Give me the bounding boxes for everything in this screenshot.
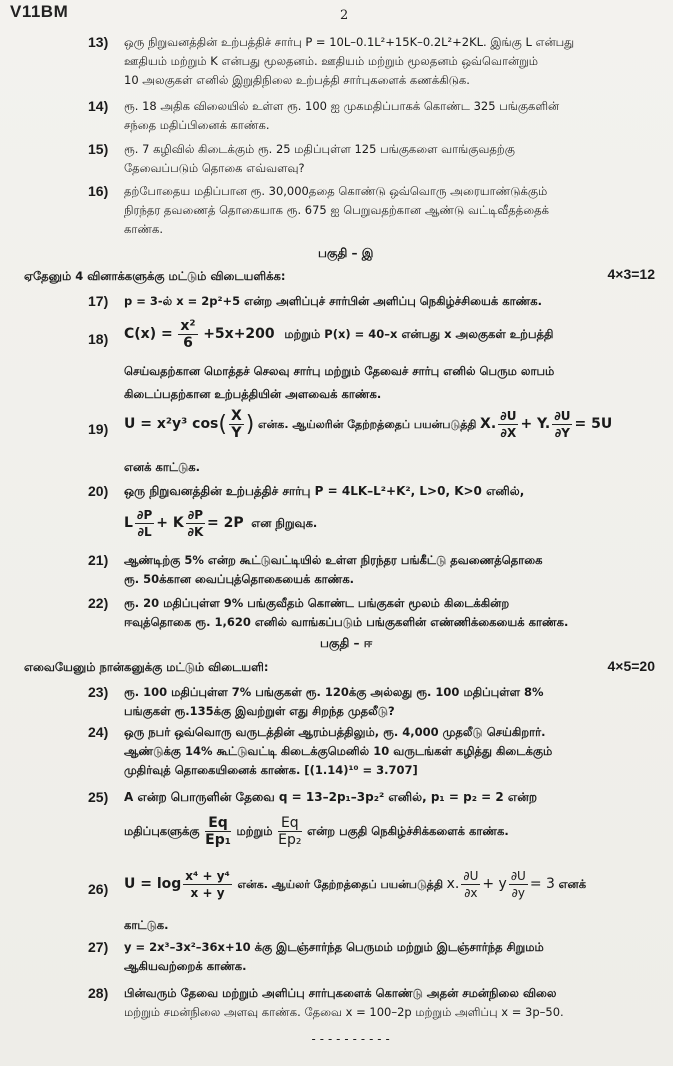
question-number: 22) — [88, 595, 109, 611]
question-number: 19) — [88, 421, 109, 437]
fraction-numerator: x⁴ + y⁴ — [185, 869, 230, 883]
fraction — [461, 868, 480, 901]
question-number: 18) — [88, 331, 109, 347]
formula-text: + y — [482, 876, 507, 892]
question-line: ஒரு நிறுவனத்தின் உற்பத்திச் சார்பு P = 10L–0.1L²+15K–0.2L²+2KL. இங்கு L என்பது — [124, 35, 575, 49]
fraction-denominator: 6 — [183, 335, 193, 351]
question-20 — [88, 482, 668, 540]
question-line: சந்தை மதிப்பினைக் காண்க. — [124, 118, 270, 132]
question-number: 28) — [88, 985, 109, 1001]
question-line: தற்போதைய மதிப்பான ரூ. 30,000ததை கொண்டு ஒவ்வொரு அரையாண்டுக்கும் — [124, 184, 548, 198]
fraction-numerator: Eq — [205, 815, 231, 832]
question-line: செய்வதற்கான மொத்தச் செலவு சார்பு மற்றும் தேவைச் சார்பு எனில் பெரும லாபம் — [124, 364, 555, 378]
fraction — [178, 318, 197, 351]
section-marks: 4×3=12 — [607, 266, 655, 282]
formula-text: + Y. — [520, 416, 551, 432]
question-line: ஆண்டுக்கு 14% கூட்டுவட்டி கிடைக்குமெனில் 10 வருடங்கள் கழித்து கிடைக்கும் — [124, 744, 553, 758]
question-28 — [88, 984, 658, 1022]
question-text: என்ற பகுதி நெகிழ்ச்சிக்களைக் காண்க. — [307, 824, 509, 838]
fraction-denominator: Ep₁ — [205, 832, 231, 848]
fraction-denominator: ∂Y — [554, 426, 570, 440]
fraction-numerator: ∂U — [500, 409, 517, 423]
question-number: 15) — [88, 141, 109, 157]
question-21 — [88, 551, 658, 589]
section-instruction: எவையேனும் நான்கனுக்கு மட்டும் விடையளி: — [24, 660, 269, 674]
question-line: காண்க. — [124, 222, 164, 236]
question-line: ரூ. 20 மதிப்புள்ள 9% பங்குவீதம் கொண்ட பங்குகள் மூலம் கிடைக்கின்ற — [124, 596, 510, 610]
question-number: 27) — [88, 939, 109, 955]
question-line: பங்குகள் ரூ.135க்கு இவற்றுள் எது சிறந்த முதலீடு? — [124, 704, 395, 718]
formula-text: X. — [480, 416, 497, 432]
fraction — [205, 815, 231, 848]
paper-code: V11BM — [10, 2, 69, 21]
formula-text: = 3 — [529, 876, 555, 892]
formula-text: C(x) = — [124, 326, 173, 342]
question-line: ஒரு நபர் ஒவ்வொரு வருடத்தின் ஆரம்பத்திலும், ரூ. 4,000 முதலீடு செய்கிறார். — [124, 725, 546, 739]
fraction-denominator: ∂L — [137, 525, 152, 539]
question-line: ஈவுத்தொகை ரூ. 1,620 எனில் வாங்கப்படும் பங்குகளின் எண்ணிக்கையைக் காண்க. — [124, 615, 569, 629]
question-13 — [88, 33, 658, 90]
fraction-numerator: ∂P — [136, 508, 153, 522]
fraction-denominator: ∂X — [500, 426, 517, 440]
fraction — [229, 408, 244, 441]
question-formula-line — [124, 868, 668, 912]
formula-text: L — [124, 515, 133, 531]
question-formula-line — [124, 507, 668, 540]
formula-text: = 2P — [207, 515, 244, 531]
question-number: 17) — [88, 293, 109, 309]
formula-text: = 5U — [574, 416, 613, 432]
fraction-denominator: Ep₂ — [278, 832, 302, 848]
question-text: மதிப்புகளுக்கு — [124, 824, 200, 838]
section-instruction: ஏதேனும் 4 வினாக்களுக்கு மட்டும் விடையளிக்க: — [24, 269, 286, 283]
question-line: கிடைப்பதற்கான உற்பத்தியின் அளவைக் காண்க. — [124, 387, 382, 401]
fraction-denominator: x + y — [190, 886, 225, 900]
question-line: ஒரு நிறுவனத்தின் உற்பத்திச் சார்பு P = 4LK–L²+K², L>0, K>0 எனில், — [124, 484, 525, 498]
question-line: ஆகியவற்றைக் காண்க. — [124, 959, 247, 973]
formula-text: +5x+200 — [203, 326, 275, 342]
question-number: 24) — [88, 724, 109, 740]
section-title: பகுதி – ஈ — [320, 636, 373, 650]
question-line: ஆண்டிற்கு 5% என்ற கூட்டுவட்டியில் உள்ள நிரந்தர பங்கீட்டு தவணைத்தொகை — [124, 553, 543, 567]
page-number: 2 — [340, 8, 349, 23]
fraction — [509, 868, 528, 901]
fraction-numerator: ∂U — [554, 409, 571, 423]
question-line: தேவைப்படும் தொகை எவ்வளவு? — [124, 161, 305, 175]
fraction — [278, 815, 301, 848]
question-18 — [88, 318, 658, 404]
fraction — [552, 408, 572, 441]
end-of-paper-divider: ---------- — [310, 1032, 393, 1046]
question-22 — [88, 594, 658, 632]
formula-text: x. — [446, 876, 460, 892]
section-title: பகுதி – இ — [318, 246, 374, 260]
question-14 — [88, 97, 658, 135]
fraction-denominator: Y — [231, 425, 242, 441]
fraction-numerator: X — [230, 408, 242, 424]
question-15 — [88, 140, 658, 178]
fraction — [183, 868, 231, 901]
question-line: 10 அலகுகள் எனில் இறுதிநிலை உற்பத்தி சார்புகளைக் கணக்கிடுக. — [124, 73, 470, 87]
question-number: 16) — [88, 183, 109, 199]
question-26 — [88, 868, 668, 935]
formula-text: U = log — [124, 876, 182, 892]
formula-text: U = x²y³ cos — [124, 416, 219, 432]
formula-text: + K — [156, 515, 184, 531]
question-number: 26) — [88, 881, 109, 897]
question-line: p = 3-ல் x = 2p²+5 என்ற அளிப்புச் சார்பின் அளிப்பு நெகிழ்ச்சியைக் காண்க. — [124, 294, 542, 308]
question-line: நிரந்தர தவணைத் தொகையாக ரூ. 675 ஐ பெறுவதற்கான ஆண்டு வட்டிவீதத்தைக் — [124, 203, 549, 217]
question-line: ரூ. 50க்கான வைப்புத்தொகையைக் காண்க. — [124, 572, 355, 586]
question-text: என்க. ஆய்லர் தேற்றத்தைப் பயன்படுத்தி — [237, 878, 443, 891]
fraction — [186, 507, 205, 540]
question-number: 23) — [88, 684, 109, 700]
question-line: ரூ. 7 கழிவில் கிடைக்கும் ரூ. 25 மதிப்புள்ள 125 பங்குகளை வாங்குவதற்கு — [124, 142, 515, 156]
question-line: பின்வரும் தேவை மற்றும் அளிப்பு சார்புகளைக் கொண்டு அதன் சமன்நிலை விலை — [124, 986, 557, 1000]
fraction-denominator: ∂x — [464, 886, 478, 900]
question-number: 14) — [88, 98, 109, 114]
question-formula-line — [124, 815, 668, 848]
question-line: மற்றும் சமன்நிலை அளவு காண்க. தேவை x = 100–2p மற்றும் அளிப்பு x = 3p–50. — [124, 1005, 564, 1019]
question-text: என நிறுவுக. — [251, 516, 318, 530]
question-formula-line: U = x²y³ cos( $\frac{X}{Y}$ ) என்க. ஆய்லரின் தேற்றத்தைப் பயன்படுத்தி X. $\frac{\partial U}{\partial X}$ + Y. $\frac{\partial U}{\partial Y}$ = 5U — [124, 408, 613, 441]
question-19 — [88, 408, 668, 477]
question-number: 21) — [88, 552, 109, 568]
question-number: 20) — [88, 483, 109, 499]
question-24 — [88, 723, 658, 780]
question-line: ரூ. 100 மதிப்புள்ள 7% பங்குகள் ரூ. 120க்கு அல்லது ரூ. 100 மதிப்புள்ள 8% — [124, 685, 544, 699]
question-text: மற்றும் P(x) = 40–x என்பது x அலகுகள் உற்பத்தி — [284, 327, 554, 341]
question-line: A என்ற பொருளின் தேவை q = 13–2p₁–3p₂² எனில், p₁ = p₂ = 2 என்ற — [124, 790, 538, 804]
question-line: காட்டுக. — [124, 918, 169, 932]
fraction-numerator: x² — [180, 318, 196, 334]
fraction-denominator: ∂y — [511, 886, 525, 900]
section-marks: 4×5=20 — [607, 658, 655, 674]
question-17 — [88, 292, 658, 311]
question-25 — [88, 788, 668, 848]
fraction-numerator: ∂U — [463, 869, 479, 883]
question-23 — [88, 683, 658, 721]
question-line: எனக் காட்டுக. — [124, 460, 200, 474]
question-line: ஊதியம் மற்றும் K என்பது மூலதனம். ஊதியம் மற்றும் மூலதனம் ஒவ்வொன்றும் — [124, 54, 538, 68]
question-number: 25) — [88, 789, 109, 805]
fraction — [498, 408, 518, 441]
fraction-numerator: ∂U — [510, 869, 526, 883]
question-line: முதிர்வுத் தொகையினைக் காண்க. [(1.14)¹⁰ = 3.707] — [124, 763, 418, 777]
fraction — [135, 507, 154, 540]
fraction-denominator: ∂K — [187, 525, 204, 539]
question-text: என்க. ஆய்லரின் தேற்றத்தைப் பயன்படுத்தி — [258, 418, 477, 431]
question-line: y = 2x³–3x²–36x+10 க்கு இடஞ்சார்ந்த பெருமம் மற்றும் இடஞ்சார்ந்த சிறுமம் — [124, 940, 544, 954]
question-16 — [88, 182, 658, 239]
fraction-numerator: Eq — [278, 815, 301, 832]
question-27 — [88, 938, 658, 976]
question-number: 13) — [88, 34, 109, 50]
question-text: எனக் — [558, 877, 587, 891]
question-formula-line — [124, 318, 658, 358]
fraction-numerator: ∂P — [187, 508, 204, 522]
question-text: மற்றும் — [236, 824, 273, 838]
question-line: ரூ. 18 அதிக விலையில் உள்ள ரூ. 100 ஐ முகமதிப்பாகக் கொண்ட 325 பங்குகளின் — [124, 99, 560, 113]
